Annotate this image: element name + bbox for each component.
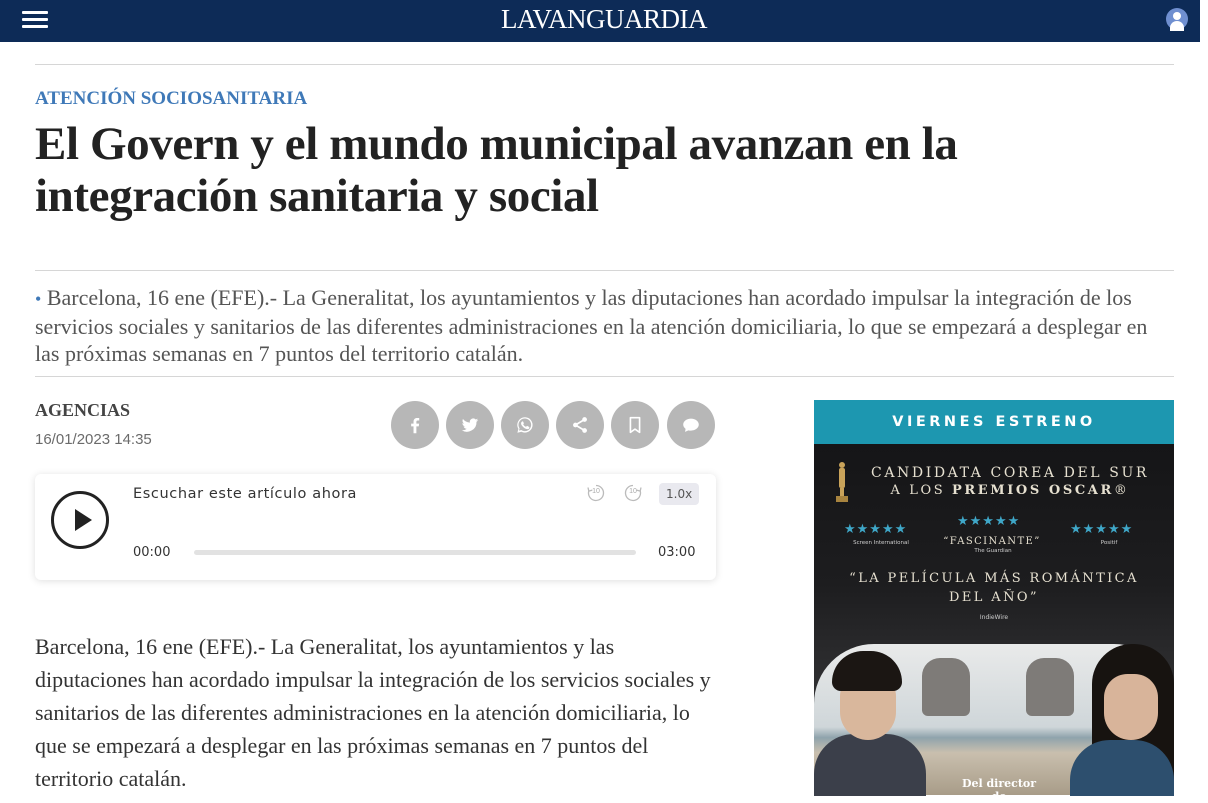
review-source: Screen International <box>853 540 909 546</box>
play-icon <box>75 509 92 531</box>
ad-oscar-text: A LOS PREMIOS OSCAR® <box>890 483 1130 498</box>
bookmark-icon <box>624 414 646 436</box>
comments-button[interactable] <box>667 401 715 449</box>
publish-date: 16/01/2023 14:35 <box>35 431 152 448</box>
divider <box>35 270 1174 271</box>
ad-poster <box>814 444 1174 803</box>
ad-director-text: Del director de <box>961 777 1037 803</box>
author-name[interactable]: AGENCIAS <box>35 400 131 420</box>
ad-top-banner: VIERNES ESTRENO <box>814 400 1174 444</box>
rewind-10-button[interactable] <box>586 483 606 503</box>
subheadline-text: Barcelona, 16 ene (EFE).- La Generalitat, los ayuntamientos y las diputaciones han acordado impulsar la integración de los servicios sociales y sanitarios de las diferentes administraciones en la atención domiciliaria, lo que se empezará a desplegar en las próximas semanas en 7 puntos del territorio catalán. <box>35 285 1148 366</box>
article-headline: El Govern y el mundo municipal avanzan en la integración sanitaria y social <box>35 118 958 222</box>
article-subheadline <box>35 284 1175 367</box>
current-time: 00:00 <box>133 545 171 560</box>
twitter-share-button[interactable] <box>446 401 494 449</box>
bookmark-button[interactable] <box>611 401 659 449</box>
user-account-icon[interactable] <box>1166 8 1188 30</box>
share-button[interactable] <box>556 401 604 449</box>
comment-icon <box>680 414 702 436</box>
car-seat <box>922 658 970 716</box>
movie-advertisement[interactable] <box>814 400 1174 803</box>
audio-progress-bar[interactable] <box>194 550 636 555</box>
forward-seconds: 10 <box>629 488 637 495</box>
article-body-paragraph: Barcelona, 16 ene (EFE).- La Generalitat, los ayuntamientos y las diputaciones han acordado impulsar la integración de los servicios sociales y sanitarios de las diferentes administraciones en la atención domiciliaria, lo que se empezará a desplegar en las próximas semanas en 7 puntos del territorio catalán. <box>35 634 711 791</box>
review-source: The Guardian <box>974 548 1012 554</box>
poster-actress <box>1070 740 1174 796</box>
audio-player <box>35 474 716 580</box>
bullet-icon: • <box>35 289 42 309</box>
section-label[interactable]: ATENCIÓN SOCIOSANITARIA <box>35 88 308 109</box>
listen-label: Escuchar este artículo ahora <box>133 486 358 502</box>
duration: 03:00 <box>658 545 696 560</box>
divider <box>35 376 1174 377</box>
forward-10-button[interactable] <box>623 483 643 503</box>
rating-stars: ★★★★★ <box>1070 522 1134 537</box>
whatsapp-icon <box>514 414 536 436</box>
rewind-seconds: 10 <box>592 488 600 495</box>
review-quote: “FASCINANTE” <box>943 536 1041 547</box>
facebook-share-button[interactable] <box>391 401 439 449</box>
facebook-icon <box>404 414 426 436</box>
review-source: Positif <box>1100 540 1118 546</box>
twitter-icon <box>459 414 481 436</box>
whatsapp-share-button[interactable] <box>501 401 549 449</box>
quote-source: IndieWire <box>979 614 1009 621</box>
play-button[interactable] <box>51 491 109 549</box>
car-seat <box>1026 658 1074 716</box>
divider <box>35 64 1174 65</box>
share-icon <box>569 414 591 436</box>
ad-candidate-text: CANDIDATA COREA DEL SUR <box>871 465 1149 481</box>
rating-stars: ★★★★★ <box>844 522 908 537</box>
site-logo[interactable]: LAVANGUARDIA <box>500 4 708 34</box>
top-navigation-bar <box>0 0 1200 42</box>
ad-pull-quote: “LA PELÍCULA MÁS ROMÁNTICA DEL AÑO” <box>849 571 1139 605</box>
rating-stars: ★★★★★ <box>957 514 1021 529</box>
playback-speed-button[interactable]: 1.0x <box>659 483 699 505</box>
oscar-statuette-icon <box>834 461 850 503</box>
poster-actor <box>814 734 926 796</box>
poster-actress-face <box>1104 674 1158 740</box>
